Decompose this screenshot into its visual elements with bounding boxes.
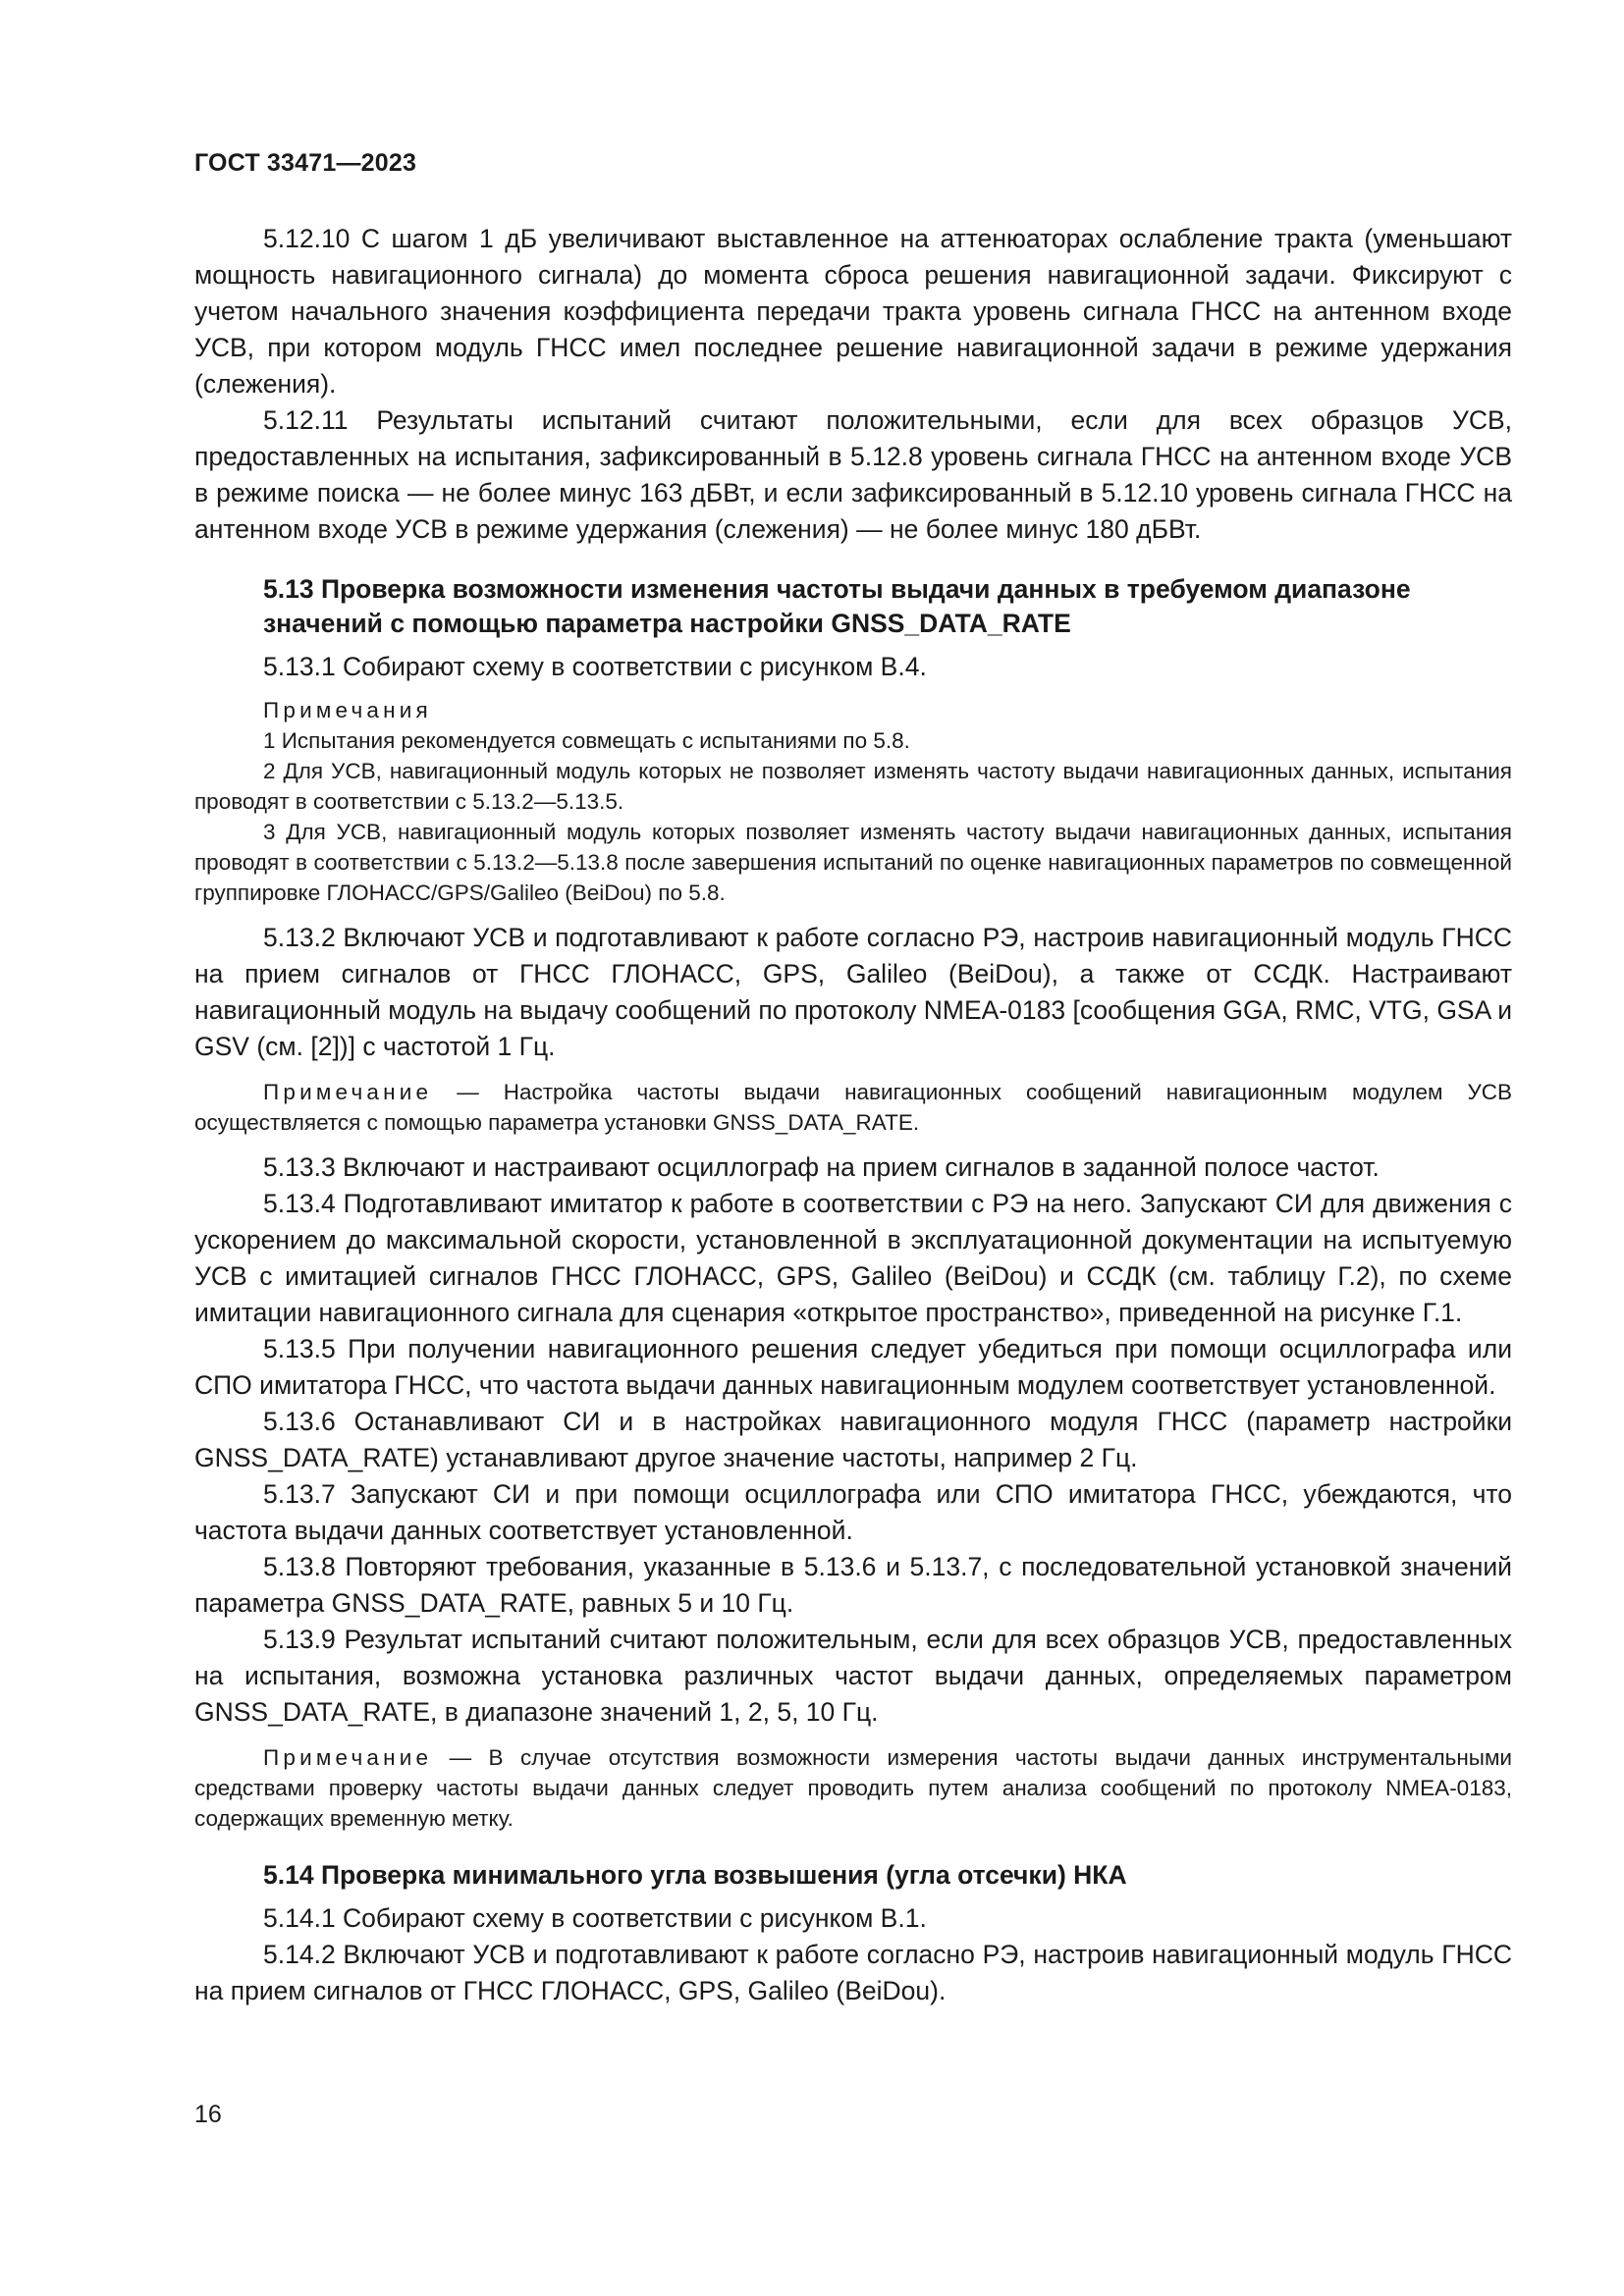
note-1: 1 Испытания рекомендуется совмещать с испытаниями по 5.8. — [263, 728, 910, 753]
note-2: 2 Для УСВ, навигационный модуль которых не позволяет изменять частоту выдачи навигационных данных, испытания проводят в соответствии с 5.13.2—5.13.5. — [194, 759, 1512, 814]
note-label: Примечание — [263, 1080, 433, 1104]
paragraph-5-13-4: 5.13.4 Подготавливают имитатор к работе в соответствии с РЭ на него. Запускают СИ для движения с ускорением до максимальной скорости, установленной в эксплуатационной документации на испытуемую УСВ с имитацией сигналов ГНСС ГЛОНАСС, GPS, Galileo (BeiDou) и ССДК (см. таблицу Г.2), по схеме имитации навигационного сигнала для сценария «открытое пространство», приведенной на рисунке Г.1. — [194, 1189, 1512, 1327]
note-measurement — [194, 1742, 1512, 1834]
paragraph-5-14-1: 5.14.1 Собирают схему в соответствии с рисунком В.1. — [263, 1903, 927, 1933]
section-heading-5-14: 5.14 Проверка минимального угла возвышения (угла отсечки) НКА — [263, 1860, 1127, 1890]
note-text: — Настройка частоты выдачи навигационных сообщений навигационным модулем УСВ осуществляется с помощью параметра установки GNSS_DATA_RATE. — [194, 1080, 1512, 1135]
paragraph-5-13-8: 5.13.8 Повторяют требования, указанные в 5.13.6 и 5.13.7, с последовательной установкой значений параметра GNSS_DATA_RATE, равных 5 и 10 Гц. — [194, 1552, 1512, 1618]
note-label: Примечание — [263, 1745, 433, 1770]
section-heading-5-13: 5.13 Проверка возможности изменения частоты выдачи данных в требуемом диапазоне значений с помощью параметра настройки GNSS_DATA_RATE — [263, 574, 1411, 638]
paragraph-5-13-1: 5.13.1 Собирают схему в соответствии с рисунком В.4. — [263, 652, 927, 681]
paragraph-5-14-2: 5.14.2 Включают УСВ и подготавливают к работе согласно РЭ, настроив навигационный модуль ГНСС на прием сигналов от ГНСС ГЛОНАСС, GPS, Galileo (BeiDou). — [194, 1940, 1512, 2005]
paragraph-5-13-5: 5.13.5 При получении навигационного решения следует убедиться при помощи осциллографа или СПО имитатора ГНСС, что частота выдачи данных навигационным модулем соответствует установленной. — [194, 1334, 1512, 1400]
paragraph-5-13-6: 5.13.6 Останавливают СИ и в настройках навигационного модуля ГНСС (параметр настройки GNSS_DATA_RATE) устанавливают другое значение частоты, например 2 Гц. — [194, 1407, 1512, 1472]
document-body — [194, 221, 1512, 2009]
document-header: ГОСТ 33471—2023 — [194, 149, 417, 177]
page-number: 16 — [194, 2101, 222, 2128]
paragraph-5-12-11: 5.12.11 Результаты испытаний считают положительными, если для всех образцов УСВ, предоставленных на испытания, зафиксированный в 5.12.8 уровень сигнала ГНСС на антенном входе УСВ в режиме поиска — не более минус 163 дБВт, и если зафиксированный в 5.12.10 уровень сигнала ГНСС на антенном входе УСВ в режиме удержания (слежения) — не более минус 180 дБВт. — [194, 405, 1512, 544]
note-frequency-setting — [194, 1077, 1512, 1138]
paragraph-5-13-7: 5.13.7 Запускают СИ и при помощи осциллографа или СПО имитатора ГНСС, убеждаются, что частота выдачи данных соответствует установленной. — [194, 1479, 1512, 1545]
note-text: — В случае отсутствия возможности измерения частоты выдачи данных инструментальными средствами проверку частоты выдачи данных следует проводить путем анализа сообщений по протоколу NMEA-0183, содержащих временную метку. — [194, 1745, 1512, 1831]
paragraph-5-13-3: 5.13.3 Включают и настраивают осциллограф на прием сигналов в заданной полосе частот. — [263, 1152, 1380, 1182]
note-3: 3 Для УСВ, навигационный модуль которых позволяет изменять частоту выдачи навигационных данных, испытания проводят в соответствии с 5.13.2—5.13.8 после завершения испытаний по оценке навигационных параметров по совмещенной группировке ГЛОНАСС/GPS/Galileo (BeiDou) по 5.8. — [194, 820, 1512, 905]
paragraph-5-12-10: 5.12.10 С шагом 1 дБ увеличивают выставленное на аттенюаторах ослабление тракта (уменьшают мощность навигационного сигнала) до момента сброса решения навигационной задачи. Фиксируют с учетом начального значения коэффициента передачи тракта уровень сигнала ГНСС на антенном входе УСВ, при котором модуль ГНСС имел последнее решение навигационной задачи в режиме удержания (слежения). — [194, 224, 1512, 399]
paragraph-5-13-9: 5.13.9 Результат испытаний считают положительным, если для всех образцов УСВ, предоставленных на испытания, возможна установка различных частот выдачи данных, определяемых параметром GNSS_DATA_RATE, в диапазоне значений 1, 2, 5, 10 Гц. — [194, 1625, 1512, 1727]
notes-title: Примечания — [263, 698, 432, 722]
paragraph-5-13-2: 5.13.2 Включают УСВ и подготавливают к работе согласно РЭ, настроив навигационный модуль ГНСС на прием сигналов от ГНСС ГЛОНАСС, GPS, Galileo (BeiDou), а также от ССДК. Настраивают навигационный модуль на выдачу сообщений по протоколу NMEA-0183 [сообщения GGA, RMC, VTG, GSA и GSV (см. [2])] с частотой 1 Гц. — [194, 923, 1512, 1061]
